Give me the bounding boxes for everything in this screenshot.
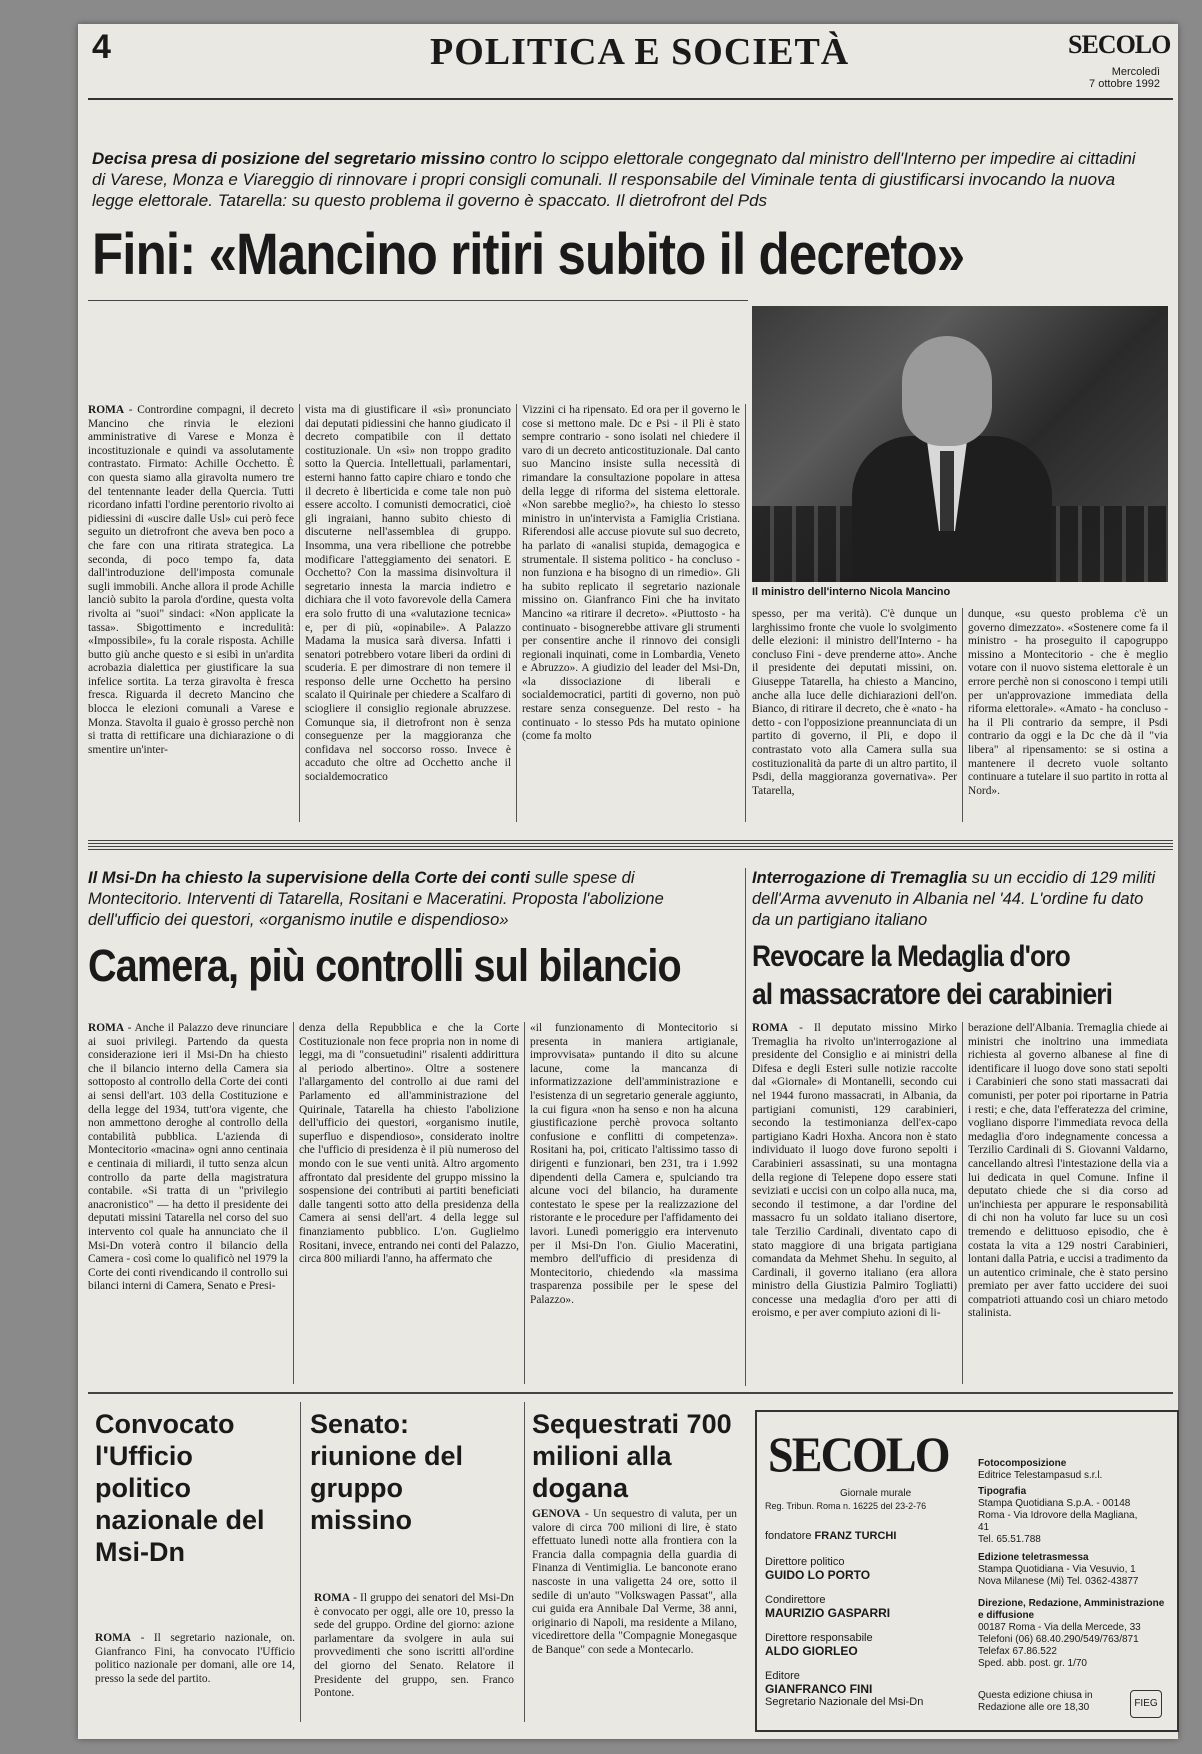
right-line: Telefax 67.86.522	[978, 1646, 1057, 1657]
lead-kicker	[92, 148, 1152, 211]
column-divider	[745, 868, 746, 1386]
right-line: 41	[978, 1522, 990, 1533]
tremaglia-kicker	[752, 868, 1162, 931]
masthead-role-2	[765, 1594, 890, 1620]
right-line: Editrice Telestampasud s.r.l.	[978, 1470, 1103, 1481]
camera-col1-text: - Anche il Palazzo deve rinunciare ai suoi privilegi. Partendo da questa considerazione ieri il Msi-Dn ha chiesto che il bilancio interno della Camera sia sottoposto al controllo della Corte dei conti ai sensi dell'art. 103 della Costituzione e della legge del 1934, tutt'ora vigente, che non ammettono deroghe al controllo della contabilità pubblica. L'azienda di Montecitorio «macina» ogni anno centinaia e centinaia di miliardi, il tutto senza alcun controllo da parte della magistratura contabile. «Si tratta di un "privilegio anacronistico" — ha detto il presidente dei deputati missini Tatarella nel corso del suo intervento col quale ha annunciato che il Msi-Dn voterà contro il bilancio della Camera - così come lo qualificò nel 1979 la Corte dei conti rivendicando il controllo sui bilanci interni di Camera, Senato e Presi-	[88, 1022, 288, 1293]
column-divider	[516, 404, 517, 822]
photo-head	[902, 336, 992, 446]
column-divider	[962, 608, 963, 822]
issue-date	[1060, 66, 1160, 90]
newspaper-logo: SECOLO	[1068, 30, 1171, 59]
right-line: Stampa Quotidiana S.p.A. - 00148	[978, 1498, 1131, 1509]
date-day: 7 ottobre 1992	[1089, 78, 1160, 90]
page-number: 4	[92, 28, 111, 66]
role-name: GUIDO LO PORTO	[765, 1568, 871, 1582]
founder-label: fondatore	[765, 1530, 812, 1542]
masthead-registration: Reg. Tribun. Roma n. 16225 del 23-2-76	[765, 1501, 927, 1511]
tremaglia-column-1	[752, 1022, 957, 1384]
convocato-dateline: ROMA	[95, 1632, 132, 1644]
lead-column-2: vista ma di giustificare il «sì» pronunciato dai deputati pidiessini che hanno giudicato il decreto compatibile con il dettato costituzionale. Un «sì» non troppo gradito sotto la Quercia. Intellettuali, parlamentari, esterni hanno fatto capire chiaro e tondo che il decreto è liberticida e come tale non può essere accolto. I comunisti democratici, cioè gli ingraiani, hanno subito chiesto di discuterne nell'assemblea di gruppo. Insomma, una vera ribellione che potrebbe modificare l'atteggiamento dei senatori. E Occhetto? Con la massima disinvoltura il segretario innesta la marcia indietro e dichiara che il voto favorevole della Camera era solo frutto di una «valutazione tecnica» e, per di più, «opinabile». A Palazzo Madama la musica sarà diversa. Infatti i senatori potrebbero votare liberi da ordini di scuderia. E per dimostrare di non temere il responso delle urne Occhetto ha persino scalato il Quirinale per chiedere a Scalfaro di sciogliere il consiglio regionale abruzzese. Comunque sia, il dietrofront non è senza conseguenze per la maggioranza che confidava nel soccorso rosso. Invece è accaduto che oltre ad Occhetto anche il socialdemocratico	[305, 404, 511, 784]
camera-kicker-bold: Il Msi-Dn ha chiesto la supervisione della Corte dei conti	[88, 869, 530, 887]
senato-text: - Il gruppo dei senatori del Msi-Dn è convocato per oggi, alle ore 10, presso la sede del gruppo. Ordine del giorno: azione parlamentare da svolgere in aula sui provvedimenti che sono iscritti all'ordine del giorno del Senato. Relatore il Presidente del gruppo, sen. Franco Pontone.	[314, 1592, 514, 1700]
right-line: Nova Milanese (Mi) Tel. 0362-43877	[978, 1576, 1139, 1587]
role-name: ALDO GIORLEO	[765, 1644, 858, 1658]
masthead-right-1	[978, 1458, 1102, 1482]
photo-tie	[940, 451, 954, 531]
camera-column-1	[88, 1022, 288, 1384]
tremaglia-kicker-text: su un eccidio di 129 militi dell'Arma avvenuto in Albania nel '44. L'ordine fu dato da un partigiano italiano	[752, 869, 1156, 929]
masthead-founder	[765, 1530, 896, 1543]
lead-kicker-text: contro lo scippo elettorale congegnato dal ministro dell'Interno per impedire ai cittadini di Varese, Monza e Viareggio di rinnovare i propri consigli comunali. Il responsabile del Viminale tenta di giustificarsi invocando la nuova legge elettorale. Tatarella: su questo problema il governo è spaccato. Il dietrofront del Pds	[92, 149, 1136, 210]
role-name: MAURIZIO GASPARRI	[765, 1606, 891, 1620]
header-rule	[88, 98, 1173, 100]
role-note: Segretario Nazionale del Msi-Dn	[765, 1696, 924, 1708]
masthead-right-4	[978, 1598, 1166, 1670]
lead-rule	[88, 300, 748, 301]
masthead-right-3	[978, 1552, 1138, 1588]
role-label: Direttore responsabile	[765, 1632, 873, 1644]
column-divider	[962, 1022, 963, 1384]
masthead-right-2	[978, 1486, 1137, 1546]
photo-caption: Il ministro dell'interno Nicola Mancino	[752, 586, 951, 598]
masthead-role-1	[765, 1556, 870, 1582]
sequestrati-dateline: GENOVA	[532, 1508, 581, 1520]
right-line: 00187 Roma - Via della Mercede, 33	[978, 1622, 1141, 1633]
tremaglia-headline-line2: al massacratore dei carabinieri	[752, 978, 1113, 1011]
masthead-tagline: Giornale murale	[840, 1488, 912, 1499]
tremaglia-headline-line1: Revocare la Medaglia d'oro	[752, 940, 1070, 973]
senato-body	[314, 1592, 514, 1722]
lead-dateline: ROMA	[88, 404, 125, 416]
sequestrati-text: - Un sequestro di valuta, per un valore di circa 700 milioni di lire, è stato effettuato lunedì notte alla frontiera con la Francia dalla compagnia della guardia di Finanza di Ventimiglia. Le banconote erano nascoste in una valigetta 24 ore, sotto il sedile di un'auto "Volkswagen Passat", alla cui guida era Annibale Dal Verme, 38 anni, originario di Napoli, ma residente a Milano, vicedirettore della "Compagnie Monegasque de Banque" con sede a Montecarlo.	[532, 1508, 737, 1656]
column-divider	[524, 1402, 525, 1722]
mancino-photo	[752, 306, 1168, 582]
sequestrati-headline: Sequestrati 700 milioni alla dogana	[532, 1409, 732, 1503]
right-line: Sped. abb. post. gr. 1/70	[978, 1658, 1087, 1669]
camera-headline: Camera, più controlli sul bilancio	[88, 940, 681, 991]
right-title: Direzione, Redazione, Amministrazione e diffusione	[978, 1598, 1165, 1621]
column-divider	[299, 404, 300, 822]
right-line: Redazione alle ore 18,30	[978, 1702, 1090, 1713]
tremaglia-kicker-bold: Interrogazione di Tremaglia	[752, 869, 968, 887]
fieg-emblem-icon: FIEG	[1130, 1690, 1162, 1718]
camera-column-2: denza della Repubblica e che la Corte Costituzionale non fece propria non in nome di leggi, ma di "consuetudini" risalenti addirittura al periodo albertino». Oltre a sostenere l'allargamento del controllo ai due rami del Parlamento ed all'amministrazione del Quirinale, Tatarella ha chiesto l'abolizione dell'ufficio dei questori, «organismo inutile, superfluo e dispendioso», considerato inoltre che l'ufficio di presidenza è il più numeroso del mondo con le sue venti unità. Altro argomento affrontato dal presidente del gruppo missino la sospensione dei contributi ai partiti beneficiati dalle tangenti sotto atto della presidenza della Camera ai sensi dell'art. 4 della legge sul finanziamento pubblico. L'on. Guglielmo Rositani, invece, entrando nei conti del Palazzo, circa 800 miliardi l'anno, ha affermato che	[299, 1022, 519, 1266]
bottom-section-rule	[88, 1392, 1173, 1394]
role-label: Editore	[765, 1670, 800, 1682]
camera-kicker	[88, 868, 668, 931]
senato-dateline: ROMA	[314, 1592, 351, 1604]
lead-column-3: Vizzini ci ha ripensato. Ed ora per il governo le cose si mettono male. Dc e Psi - il Pli è stato sempre contrario - sono isolati nel chiedere il varo di un decreto anticostituzionale. Dal canto suo Mancino insiste sulla necessità di rimandare la consultazione popolare in attesa della legge di riforma del sistema elettorale. «Non sarebbe meglio?», ha chiesto lo stesso ministro in un'intervista a Famiglia Cristiana. Riferendosi alle accuse piovute sul suo decreto, ha parlato di «analisi stupida, demagogica e strumentale. Il sistema politico - ha concluso - non funziona e ha bisogno di un rimedio». Gli ha subito replicato il segretario nazionale missino on. Gianfranco Fini che ha invitato Mancino «a ritirare il decreto». «Piuttosto - ha continuato - bisognerebbe attivare gli strumenti per consentire anche il rinnovo dei consigli regionali inquinati, come in Lombardia, Veneto e Abruzzo». A giudizio del leader del Msi-Dn, «la dissociazione di liberali e socialdemocratici, partiti di governo, non può restare senza conseguenze. Del resto - ha continuato - lo stesso Pds ha mutato opinione (come fa molto	[522, 404, 740, 743]
right-line: Telefoni (06) 68.40.290/549/763/871	[978, 1634, 1139, 1645]
masthead-role-4	[765, 1670, 923, 1709]
camera-kicker-text: sulle spese di Montecitorio. Interventi di Tatarella, Rositani e Maceratini. Proposta l'abolizione dell'ufficio dei questori, «organismo inutile e dispendioso»	[88, 869, 664, 929]
lead-headline: Fini: «Mancino ritiri subito il decreto»	[92, 222, 965, 287]
masthead-role-3	[765, 1632, 873, 1658]
lead-kicker-bold: Decisa presa di posizione del segretario missino	[92, 149, 486, 168]
role-name: GIANFRANCO FINI	[765, 1682, 873, 1696]
right-title: Tipografia	[978, 1486, 1027, 1497]
founder-name: FRANZ TURCHI	[814, 1530, 897, 1542]
role-label: Condirettore	[765, 1594, 826, 1606]
convocato-text: - Il segretario nazionale, on. Gianfranco Fini, ha convocato l'Ufficio politico nazionale per domani, alle ore 14, presso la sede del partito.	[95, 1632, 295, 1685]
date-weekday: Mercoledì	[1111, 66, 1160, 78]
convocato-headline: Convocato l'Ufficio politico nazionale del Msi-Dn	[95, 1409, 265, 1567]
right-line: Questa edizione chiusa in	[978, 1690, 1093, 1701]
masthead-right-5	[978, 1690, 1093, 1714]
column-divider	[293, 1022, 294, 1384]
senato-headline: Senato: riunione del gruppo missino	[310, 1409, 464, 1535]
right-line: Tel. 65.51.788	[978, 1534, 1041, 1545]
role-label: Direttore politico	[765, 1556, 845, 1568]
right-title: Fotocomposizione	[978, 1458, 1067, 1469]
tremaglia-col1-text: - Il deputato missino Mirko Tremaglia ha rivolto un'interrogazione al presidente del Consiglio e ai ministri della Difesa e degli Esteri sulle notizie raccolte dal «Giornale» di Montanelli, secondo cui nel 1944 furono massacrati, in Albania, da partigiani comunisti, 129 carabinieri, secondo la testimonianza dell'ex-capo partigiano Kadri Hoxha. Ancora non è stato individuato il luogo dove furono sepolti i Carabinieri assassinati, su una montagna della regione di Telepene dopo essere stati seviziati e uccisi con un colpo alla nuca, ma, secondo il testimone, a dar l'ordine del massacro fu un soldato italiano disertore, tale Terzilio Cardinali, diventato capo di stato maggiore di una brigata partigiana comandata da Mehmet Shehu. In seguito, al Cardinali, il governo italiano (era allora ministro della Giustizia Palmiro Togliatti) concesse una medaglia d'oro per atti di eroismo, e per aver compiuto azioni di li-	[752, 1022, 957, 1320]
tremaglia-headline	[752, 938, 1166, 1014]
lead-col1-text: - Contrordine compagni, il decreto Mancino che rinvia le elezioni amministrative di Varese e Monza è incostituzionale e quindi va assolutamente contrastato. Firmato: Achille Occhetto. È con questa siamo alla giravolta numero tre del tentennante leader della Quercia. Tutti ricordano infatti l'ordine perentorio rivolto ai pidiessini di «uscire dalle Usl» cui però fece seguito un dietrofront che aveva ben poco a che fare con una ritirata strategica. La seconda, di poco tempo fa, data dall'introduzione dell'imposta comunale sugli immobili. Anche allora il prode Achille lanciò subito la parola d'ordine, questa volta rivolta ai "suoi" sindaci: «Non applicate la tassa». Sbigottimento e incredulità: «Impossibile», fu la corale risposta. Achille butto giù anche questo e si esibì in un'ardita acrobazia dialettica per giustificare la sua infelice sortita. La terza giravolta è fresca fresca. Riguarda il decreto Mancino che blocca le elezioni comunali a Varese e Monza. Stavolta il guaio è grosso perchè non si tratta di rettificare una dichiarazione o di smentire un'inter-	[88, 404, 294, 756]
right-line: Stampa Quotidiana - Via Vesuvio, 1	[978, 1564, 1136, 1575]
tremaglia-dateline: ROMA	[752, 1022, 789, 1034]
camera-column-3: «il funzionamento di Montecitorio si presenta in maniera artigianale, improvvisata» puntando il dito su alcune lacune, come la mancanza di informatizzazione dell'amministrazione e l'esistenza di un segretario generale aggiunto, la cui figura «non ha senso e non ha alcuna giustificazione perchè provoca soltanto confusione e conflitti di competenza». Rositani ha, poi, criticato l'altissimo tasso di dirigenti e funzionari, ben 231, tra i 1.992 dipendenti della Camera e, spulciando tra alcune voci del bilancio, ha duramente contestato le spese per la realizzazione del ristorante e le procedure per l'affidamento dei lavori. Lunedì pomeriggio era intervenuto per il Msi-Dn l'on. Giulio Maceratini, membro dell'ufficio di presidenza di Montecitorio, chiedendo «la massima trasparenza possibile per le spese del Palazzo».	[530, 1022, 738, 1306]
masthead-logo: SECOLO	[768, 1426, 949, 1482]
section-title: POLITICA E SOCIETÀ	[430, 31, 850, 73]
lead-column-1	[88, 404, 294, 822]
camera-dateline: ROMA	[88, 1022, 125, 1034]
lead-column-5: dunque, «su questo problema c'è un governo dimezzato». «Sostenere come fa il ministro - ha proseguito il capogruppo missino a Montecitorio - che è meglio votare con il nuovo sistema elettorale è un errore perchè non si conoscono i tempi utili per un'approvazione immediata della riforma elettorale». «Amato - ha concluso - ha il Pli contrario da sempre, il Psdi contrario da oggi e la Dc che dà il "via libera" al ripensamento: se si ostina a mantenere il decreto vuole soltanto continuare a tutelare il suo partito in rotta al Nord».	[968, 608, 1168, 797]
sequestrati-body	[532, 1508, 737, 1722]
right-line: Roma - Via Idrovore della Magliana,	[978, 1510, 1138, 1521]
tremaglia-column-2: berazione dell'Albania. Tremaglia chiede ai ministri che inoltrino una immediata richiesta al governo albanese al fine di identificare il luogo dove sono stati sepolti i Carabinieri che sono stati massacrati dai comunisti, per poter poi riportarne in Patria i resti; e che, data l'efferatezza del crimine, vogliano disporre l'immediata revoca della medaglia d'oro indegnamente concessa a Terzilio Cardinali di S. Giovanni Valdarno, cancellando altresì l'intestazione della via a lui dedicata in quel Comune. Infine il deputato chiede che si dia corso ad un'inchiesta per appurare le responsabilità di chi non ha voluto far luce su un così tremendo e delittuoso episodio, che è costata la vita a 129 nostri Carabinieri, lontani dalla Patria, e uccisi a tradimento da un autentico criminale, che è stato persino premiato per aver fatto uccidere dei suoi compatrioti attuando così un chiaro metodo stalinista.	[968, 1022, 1168, 1320]
convocato-body	[95, 1632, 295, 1722]
right-title: Edizione teletrasmessa	[978, 1552, 1089, 1563]
column-divider	[300, 1402, 301, 1722]
section-band	[88, 840, 1173, 850]
column-divider	[745, 404, 746, 822]
lead-column-4: spesso, per ma verità). C'è dunque un larghissimo fronte che vuole lo svolgimento delle elezioni: il ministro dell'Interno - ha concluso Fini - deve prenderne atto». Anche il presidente dei deputati missini, on. Giuseppe Tatarella, ha chiesto a Mancino, anche alla luce delle dichiarazioni dell'on. Bianco, di ritirare il decreto, che è «nato - ha detto - con l'opposizione preannunciata di un partito di governo, il Pli, e dopo il contrastato voto alla Camera sulla sua costituzionalità da parte di un altro partito, il Psdi, della maggioranza governativa». Per Tatarella,	[752, 608, 957, 797]
column-divider	[524, 1022, 525, 1384]
